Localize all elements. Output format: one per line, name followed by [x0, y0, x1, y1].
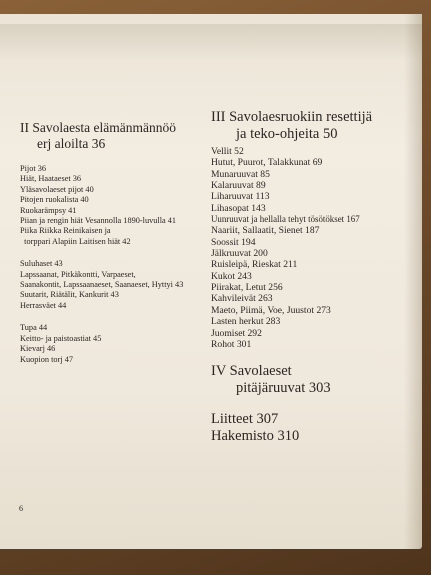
toc-entry: Piian ja rengin hiät Vesannolla 1890-luvulla 41 [20, 216, 177, 226]
section-iii-heading-line2: ja teko-ohjeita 50 [236, 126, 338, 142]
toc-entry: Suluhaset 43 [20, 259, 63, 269]
toc-entry: Maeto, Piimä, Voe, Juustot 273 [211, 304, 331, 316]
toc-entry: Lihasopat 143 [211, 202, 266, 214]
toc-entry: Ruokarämpsy 41 [20, 205, 77, 215]
toc-entry: Pitojen ruokalista 40 [20, 195, 89, 205]
toc-entry: Hiät, Haataeset 36 [20, 174, 82, 184]
toc-entry: Munaruuvat 85 [211, 168, 270, 180]
toc-entry: Kalaruuvat 89 [211, 180, 266, 192]
section-ii-heading [20, 120, 210, 152]
toc-entry: Juomiset 292 [211, 327, 262, 339]
section-ii-heading-line2: erj aloilta 36 [37, 136, 106, 151]
toc-entry: Kahvileivät 263 [211, 293, 273, 305]
appendix-and-index [211, 411, 411, 444]
toc-entry: Suutarit, Riätälit, Kankurit 43 [20, 290, 119, 300]
toc-entry: Kievarj 46 [20, 344, 56, 354]
toc-entry: torppari Alapiin Laitisen hiät 42 [20, 236, 131, 246]
toc-entry: Yläsavolaeset pijot 40 [20, 184, 94, 194]
toc-entry: Liharuuvat 113 [211, 191, 270, 203]
section-iv-heading-line2: pitäjäruuvat 303 [236, 380, 331, 397]
toc-entry: Hutut, Puurot, Talakkunat 69 [211, 157, 323, 169]
contents-group-weddings [20, 164, 210, 247]
contents-left-column [20, 120, 210, 365]
section-iii-heading-line1: III Savolaesruokiin resettijä [211, 109, 373, 125]
contents-group-household [20, 323, 210, 365]
toc-entry: Keitto- ja paistoastiat 45 [20, 333, 102, 343]
toc-entry: Uunruuvat ja hellalla tehyt tösötökset 167 [211, 214, 360, 225]
toc-entry: Piirakat, Letut 256 [211, 282, 283, 294]
toc-entry: Rohot 301 [211, 338, 252, 350]
page-number: 6 [19, 504, 23, 513]
toc-entry: Lasten herkut 283 [211, 316, 281, 328]
section-iv-heading-line1: IV Savolaeset [211, 363, 292, 380]
contents-right-column [211, 109, 411, 444]
toc-entry: Naariit, Sallaatit, Sienet 187 [211, 225, 320, 237]
toc-entry: Saanakontit, Lapssaanaeset, Saanaeset, Hyttyi 43 [20, 280, 184, 290]
section-iv-heading [211, 363, 411, 397]
toc-entry: Tupa 44 [20, 323, 48, 333]
index-heading: Hakemisto 310 [211, 427, 300, 444]
appendix-heading: Liitteet 307 [211, 411, 279, 428]
toc-entry: Jälkruuvat 200 [211, 248, 268, 260]
toc-entry: Kuopion torj 47 [20, 354, 74, 364]
toc-entry: Lapssaanat, Pitkäkontti, Varpaeset, [20, 269, 136, 279]
page-curve-shadow [0, 24, 422, 60]
toc-entry: Vellit 52 [211, 146, 244, 157]
toc-entry: Ruisleipä, Rieskat 211 [211, 259, 298, 271]
recipe-chapter-list [211, 146, 411, 350]
toc-entry: Kukot 243 [211, 270, 252, 282]
toc-entry: Soossit 194 [211, 236, 256, 248]
toc-entry: Pijot 36 [20, 164, 47, 173]
section-ii-heading-line1: II Savolaesta elämänmännöö [20, 120, 176, 135]
toc-entry: Piika Riikka Reinikaisen ja [20, 226, 111, 236]
toc-entry: Herrasväet 44 [20, 300, 67, 310]
section-iii-heading [211, 109, 411, 143]
contents-group-clothing [20, 259, 210, 311]
